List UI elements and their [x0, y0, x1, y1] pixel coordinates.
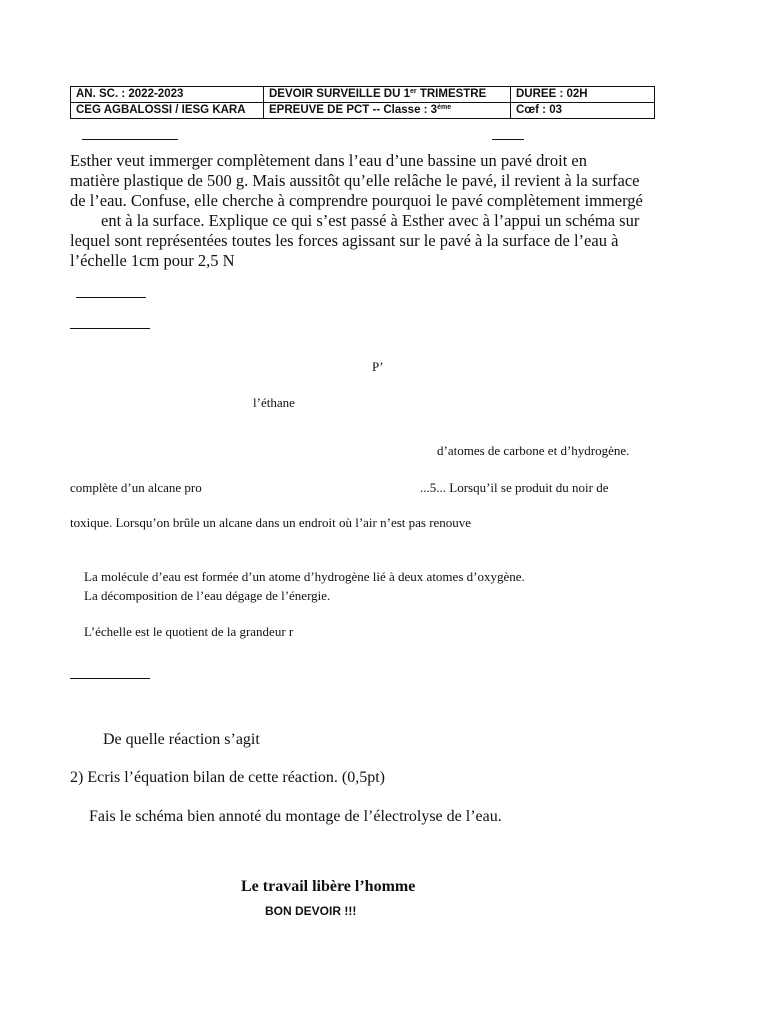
- closing-wish: BON DEVOIR !!!: [265, 904, 357, 918]
- school-name: CEG AGBALOSSI / IESG KARA: [71, 103, 264, 119]
- fragment-ethane: l’éthane: [253, 395, 295, 410]
- question-3: Fais le schéma bien annoté du montage de l’électrolyse de l’eau.: [89, 808, 502, 825]
- exercise-line: matière plastique de 500 g. Mais aussitôt qu’elle relâche le pavé, il revient à la surface: [70, 171, 640, 190]
- question-1: De quelle réaction s’agit: [103, 731, 260, 748]
- exam-title: DEVOIR SURVEILLE DU 1er TRIMESTRE: [264, 87, 511, 103]
- exercise-line: l’échelle 1cm pour 2,5 N: [70, 251, 235, 270]
- exercise-line: lequel sont représentées toutes les forces agissant sur le pavé à la surface de l’eau à: [70, 231, 619, 250]
- separator-line: [82, 139, 178, 140]
- school-year: AN. SC. : 2022-2023: [71, 87, 264, 103]
- exercise-line: ent à la surface. Explique ce qui s’est passé à Esther avec à l’appui un schéma sur: [101, 211, 640, 230]
- fragment-p-prime: P’: [372, 359, 384, 374]
- fragment-molecule: La molécule d’eau est formée d’un atome d’hydrogène lié à deux atomes d’oxygène.: [84, 569, 525, 584]
- exercise-line: de l’eau. Confuse, elle cherche à comprendre pourquoi le pavé complètement immergé: [70, 191, 643, 210]
- exercise-text: [70, 151, 700, 271]
- section-underline: [70, 328, 150, 329]
- exercise-line: Esther veut immerger complètement dans l’eau d’une bassine un pavé droit en: [70, 151, 587, 170]
- fragment-atomes: d’atomes de carbone et d’hydrogène.: [437, 443, 630, 458]
- section-underline: [70, 678, 150, 679]
- section-underline: [76, 297, 146, 298]
- question-2: 2) Ecris l’équation bilan de cette réaction. (0,5pt): [70, 769, 385, 786]
- fragment-toxique: toxique. Lorsqu’on brûle un alcane dans un endroit où l’air n’est pas renouve: [70, 515, 472, 530]
- header-table: [70, 86, 655, 119]
- coefficient: Cœf : 03: [511, 103, 655, 119]
- fragment-complete: complète d’un alcane pro: [70, 480, 202, 495]
- fragment-echelle: L’échelle est le quotient de la grandeur r: [84, 624, 294, 639]
- fragment-decomposition: La décomposition de l’eau dégage de l’énergie.: [84, 588, 331, 603]
- exam-subject: EPREUVE DE PCT -- Classe : 3ème: [264, 103, 511, 119]
- duration: DUREE : 02H: [511, 87, 655, 103]
- header-row-2: [71, 103, 655, 119]
- header-row-1: [71, 87, 655, 103]
- fragment-five: ...5... Lorsqu’il se produit du noir de: [420, 480, 609, 495]
- separator-line: [492, 139, 524, 140]
- motto: Le travail libère l’homme: [241, 878, 416, 895]
